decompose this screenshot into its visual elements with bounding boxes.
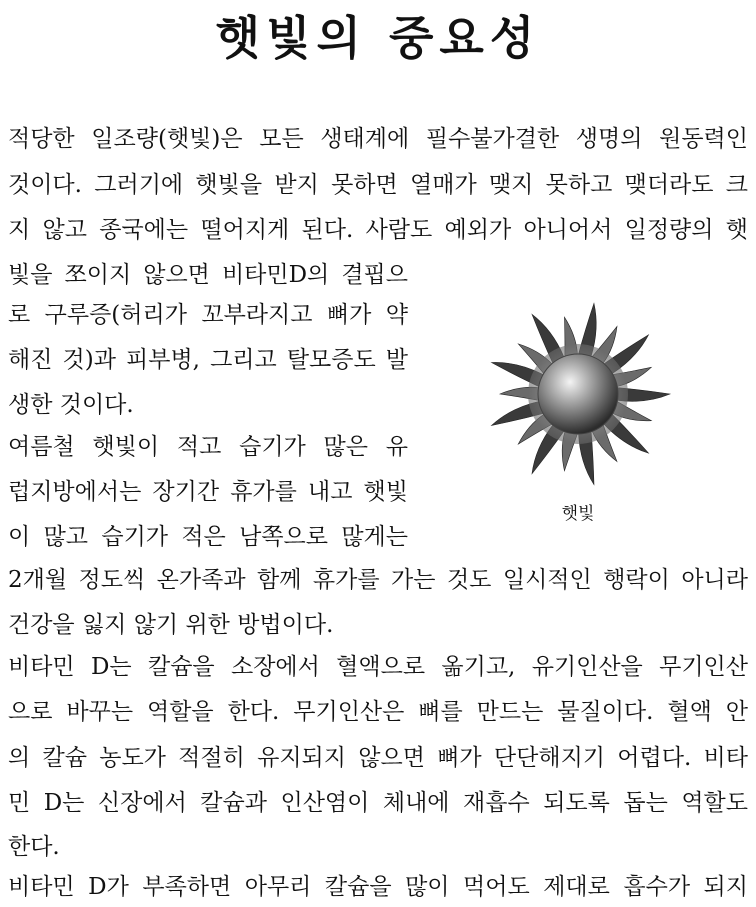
body-line-9: 럽지방에서는 장기간 휴가를 내고 햇빛: [8, 479, 408, 505]
figure-caption: 햇빛: [561, 504, 595, 524]
body-line-5: 로 구루증(허리가 꼬부라지고 뼈가 약: [8, 302, 408, 328]
sun-icon: [478, 294, 678, 504]
body-line-17: 한다.: [8, 834, 60, 860]
body-line-18: 비타민 D가 부족하면 아무리 칼슘을 많이 먹어도 제대로 흡수가 되지: [8, 874, 748, 900]
body-line-4: 빛을 쪼이지 않으면 비타민D의 결핍으: [8, 262, 408, 288]
body-line-2: 것이다. 그러기에 햇빛을 받지 못하면 열매가 맺지 못하고 맺더라도 크: [8, 172, 748, 198]
page-title: 햇빛의 중요성: [215, 11, 541, 65]
body-line-3: 지 않고 종국에는 떨어지게 된다. 사람도 예외가 아니어서 일정량의 햇: [8, 217, 748, 243]
body-line-10: 이 많고 습기가 적은 남쪽으로 많게는: [8, 524, 408, 550]
body-line-16: 민 D는 신장에서 칼슘과 인산염이 체내에 재흡수 되도록 돕는 역할도: [8, 790, 748, 816]
sun-illustration: [478, 294, 678, 534]
body-line-13: 비타민 D는 칼슘을 소장에서 혈액으로 옮기고, 유기인산을 무기인산: [8, 654, 748, 680]
body-line-6: 해진 것)과 피부병, 그리고 탈모증도 발: [8, 347, 409, 373]
body-line-12: 건강을 잃지 않기 위한 방법이다.: [8, 612, 334, 638]
body-line-14: 으로 바꾸는 역할을 한다. 무기인산은 뼈를 만드는 물질이다. 혈액 안: [8, 699, 748, 725]
body-line-15: 의 칼슘 농도가 적절히 유지되지 않으면 뼈가 단단해지기 어렵다. 비타: [8, 745, 748, 771]
body-line-11: 2개월 정도씩 온가족과 함께 휴가를 가는 것도 일시적인 행락이 아니라: [8, 567, 748, 593]
body-line-7: 생한 것이다.: [8, 392, 134, 418]
body-line-8: 여름철 햇빛이 적고 습기가 많은 유: [8, 434, 408, 460]
body-line-1: 적당한 일조량(햇빛)은 모든 생태계에 필수불가결한 생명의 원동력인: [8, 126, 748, 152]
